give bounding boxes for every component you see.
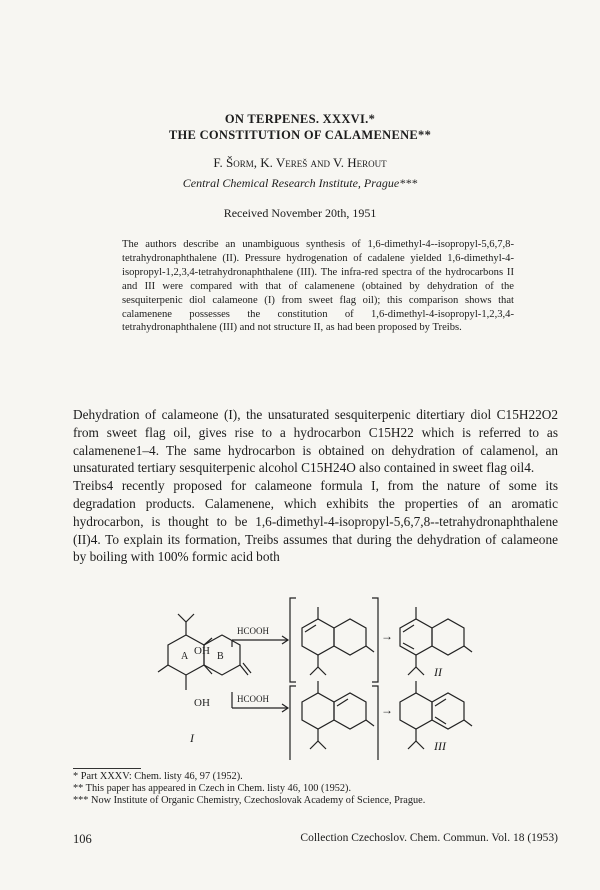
compound-label-II: II [434,665,442,679]
abstract: The authors describe an unambiguous synthesis of 1,6-dimethyl-4--isopropyl-5,6,7,8-tetrahydronaphthalene (II). Pressure hydrogenation of cadalene yielded 1,6-dimethyl-4-isopropyl-1,2,3,4-tetrahydronaphthalene (III). The infra-red spectra of the hydrocarbons II and III were compared with that of calamenene (obtained by dehydration of the sesquiterpenic diol calameone (I) from sweet flag oil); this comparison shows that calamenene possesses the constitution of 1,6-dimethyl-4-isopropyl-1,2,3,4-tetrahydronaphthalene (III) and not structure II, as had been proposed by Treibs. [122,239,514,334]
journal-citation: Collection Czechoslov. Chem. Commun. Vol. 18 (1953) [300,832,558,844]
reaction-scheme [150,590,480,760]
reagent-label-top: HCOOH [237,626,270,636]
reaction-arrow-bottom: → [381,703,393,717]
paper-title-line1: ON TERPENES. XXXVI.* [224,112,376,126]
compound-label-III: III [434,739,446,753]
reaction-arrow-top: → [381,629,393,643]
reagent-label-bottom: HCOOH [237,694,270,704]
received-date: Received November 20th, 1951 [223,206,377,220]
oh-top-label: OH [194,645,210,657]
page-number: 106 [73,832,92,846]
footnote-1: * Part XXXV: Chem. listy 46, 97 (1952). [73,771,243,782]
body-text [73,406,558,566]
oh-bottom-label: OH [194,697,210,709]
ring-b-label: B [217,651,224,662]
compound-label-I: I [190,731,194,745]
institution: Central Chemical Research Institute, Prague*** [182,176,418,190]
body-paragraph-2: Treibs4 recently proposed for calameone formula I, from the nature of some its degradation products. Calamenene, which exhibits the properties of an aromatic hydrocarbon, is thought to be 1,6-dimethyl-4-isopropyl-5,6,7,8--tetrahydronaphthalene (II)4. To explain its formation, Treibs assumes that during the dehydration of calameone by boiling with 100% formic acid both [73,478,558,565]
body-paragraph-1: Dehydration of calameone (I), the unsaturated sesquiterpenic ditertiary diol C15H22O2 from sweet flag oil, gives rise to a hydrocarbon C15H22 which is referred to as calamenene1–4. The same hydrocarbon is obtained on dehydration of calamenol, an unsaturated tertiary sesquiterpenic alcohol C15H24O also contained in sweet flag oil4. [73,407,558,476]
footnote-2: ** This paper has appeared in Czech in Chem. listy 46, 100 (1952). [73,783,352,794]
ring-a-label: A [181,651,189,662]
footnote-3: *** Now Institute of Organic Chemistry, Czechoslovak Academy of Science, Prague. [73,795,426,806]
intermediate-bottom-structure [302,681,374,749]
footnote-rule [73,768,141,769]
intermediate-top-structure [302,607,374,675]
paper-title-line2: THE CONSTITUTION OF CALAMENENE** [168,128,432,142]
authors: F. Šorm, K. Vereš and V. Herout [213,155,387,170]
